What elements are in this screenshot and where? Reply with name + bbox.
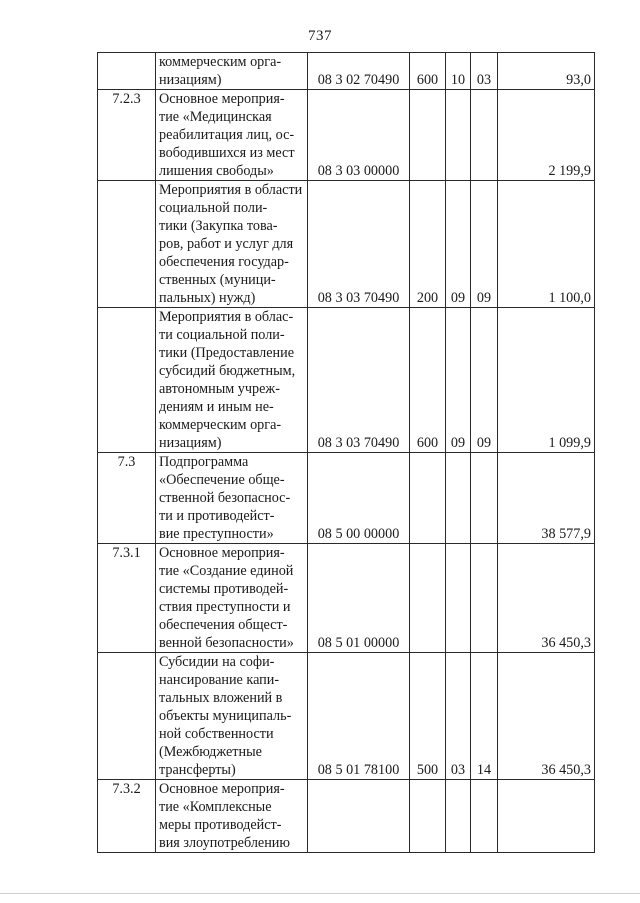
amount-cell: 1 099,9 xyxy=(498,308,595,453)
section-code-cell xyxy=(446,453,471,544)
subsection-code-cell xyxy=(471,453,498,544)
row-number-cell: 7.3.1 xyxy=(98,544,156,653)
row-name-cell: Субсидии на софи- нансирование капи- тальных вложений в объекты муниципаль- ной собственности (Межбюджетные трансферты) xyxy=(156,653,308,780)
amount-cell: 2 199,9 xyxy=(498,90,595,181)
expense-type-code-cell: 500 xyxy=(410,653,446,780)
section-code-cell: 10 xyxy=(446,53,471,90)
expense-type-code-cell: 600 xyxy=(410,53,446,90)
scan-bottom-edge xyxy=(0,893,640,894)
row-name-cell: Основное мероприя- тие «Комплексные меры противодейст- вия злоупотреблению xyxy=(156,780,308,853)
target-article-code-cell: 08 5 01 78100 xyxy=(308,653,410,780)
amount-cell: 93,0 xyxy=(498,53,595,90)
amount-cell: 38 577,9 xyxy=(498,453,595,544)
target-article-code-cell: 08 3 03 70490 xyxy=(308,308,410,453)
row-number-cell: 7.3.2 xyxy=(98,780,156,853)
subsection-code-cell: 14 xyxy=(471,653,498,780)
row-name-cell: Основное мероприя- тие «Медицинская реабилитация лиц, ос- вободившихся из мест лишения свободы» xyxy=(156,90,308,181)
row-number-cell xyxy=(98,53,156,90)
table-row xyxy=(98,90,595,181)
target-article-code-cell: 08 5 00 00000 xyxy=(308,453,410,544)
budget-table xyxy=(97,52,595,853)
subsection-code-cell xyxy=(471,90,498,181)
subsection-code-cell: 09 xyxy=(471,181,498,308)
amount-cell: 36 450,3 xyxy=(498,653,595,780)
target-article-code-cell xyxy=(308,780,410,853)
section-code-cell: 03 xyxy=(446,653,471,780)
amount-cell xyxy=(498,780,595,853)
row-name-cell: Мероприятия в области социальной поли- тики (Закупка това- ров, работ и услуг для обеспечения государ- ственных (муници- пальных) нужд) xyxy=(156,181,308,308)
expense-type-code-cell xyxy=(410,544,446,653)
row-number-cell xyxy=(98,653,156,780)
target-article-code-cell: 08 3 02 70490 xyxy=(308,53,410,90)
amount-cell: 1 100,0 xyxy=(498,181,595,308)
table-row xyxy=(98,653,595,780)
expense-type-code-cell: 600 xyxy=(410,308,446,453)
row-number-cell xyxy=(98,308,156,453)
row-name-cell: Подпрограмма «Обеспечение обще- ственной безопаснос- ти и противодейст- вие преступности» xyxy=(156,453,308,544)
row-number-cell xyxy=(98,181,156,308)
target-article-code-cell: 08 3 03 00000 xyxy=(308,90,410,181)
amount-cell: 36 450,3 xyxy=(498,544,595,653)
expense-type-code-cell xyxy=(410,780,446,853)
table-row xyxy=(98,53,595,90)
subsection-code-cell: 09 xyxy=(471,308,498,453)
row-name-cell: Основное мероприя- тие «Создание единой системы противодей- ствия преступности и обеспечения общест- венной безопасности» xyxy=(156,544,308,653)
table-row xyxy=(98,181,595,308)
table-row xyxy=(98,453,595,544)
table-row xyxy=(98,544,595,653)
budget-table-body xyxy=(98,53,595,853)
target-article-code-cell: 08 3 03 70490 xyxy=(308,181,410,308)
target-article-code-cell: 08 5 01 00000 xyxy=(308,544,410,653)
section-code-cell xyxy=(446,544,471,653)
section-code-cell: 09 xyxy=(446,308,471,453)
section-code-cell xyxy=(446,780,471,853)
row-number-cell: 7.2.3 xyxy=(98,90,156,181)
row-name-cell: коммерческим орга- низациям) xyxy=(156,53,308,90)
expense-type-code-cell: 200 xyxy=(410,181,446,308)
row-name-cell: Мероприятия в облас- ти социальной поли- тики (Предоставление субсидий бюджетным, автономным учреж- дениям и иным не- коммерческим орга- низациям) xyxy=(156,308,308,453)
section-code-cell xyxy=(446,90,471,181)
subsection-code-cell: 03 xyxy=(471,53,498,90)
row-number-cell: 7.3 xyxy=(98,453,156,544)
table-row xyxy=(98,780,595,853)
expense-type-code-cell xyxy=(410,90,446,181)
page-number: 737 xyxy=(308,28,332,44)
section-code-cell: 09 xyxy=(446,181,471,308)
expense-type-code-cell xyxy=(410,453,446,544)
subsection-code-cell xyxy=(471,780,498,853)
table-row xyxy=(98,308,595,453)
subsection-code-cell xyxy=(471,544,498,653)
